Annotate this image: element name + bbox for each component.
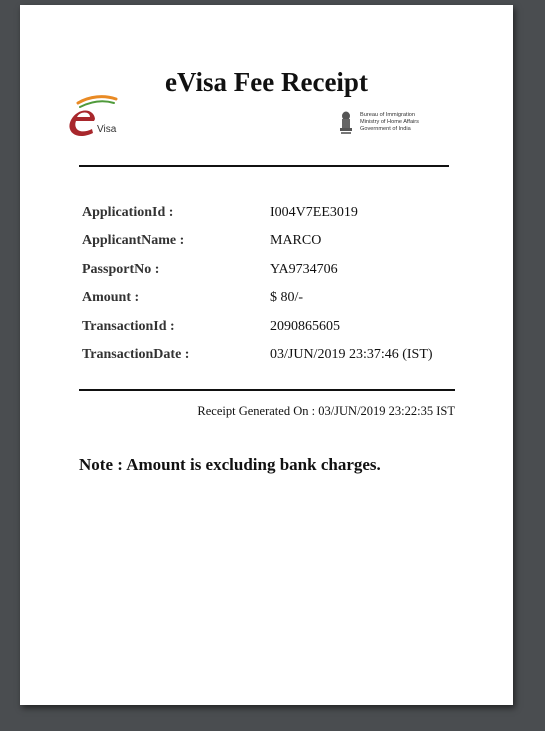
top-divider bbox=[79, 165, 449, 167]
detail-value: MARCO bbox=[270, 233, 322, 249]
detail-label: TransactionDate : bbox=[82, 346, 190, 362]
logo-line: Ministry of Home Affairs bbox=[360, 119, 419, 126]
logo-line: Government of India bbox=[360, 126, 411, 133]
detail-value: $ 80/- bbox=[270, 290, 304, 306]
bottom-divider bbox=[79, 389, 455, 391]
bureau-of-immigration-logo bbox=[338, 111, 438, 141]
detail-value: 03/JUN/2019 23:37:46 (IST) bbox=[270, 346, 433, 362]
detail-label: TransactionId : bbox=[82, 318, 175, 334]
detail-value: I004V7EE3019 bbox=[270, 205, 358, 220]
detail-label: Amount : bbox=[82, 290, 140, 306]
national-emblem-icon bbox=[338, 111, 354, 137]
logo-line: Bureau of Immigration bbox=[360, 112, 416, 118]
detail-value: 2090865605 bbox=[270, 318, 340, 334]
detail-label: ApplicationId : bbox=[82, 205, 174, 220]
evisa-logo bbox=[64, 93, 124, 141]
receipt-page bbox=[20, 5, 513, 705]
bureau-of-immigration-text bbox=[360, 112, 440, 134]
detail-label: PassportNo : bbox=[82, 261, 160, 277]
page-title: eVisa Fee Receipt bbox=[165, 67, 368, 97]
receipt-generated-on: Receipt Generated On : 03/JUN/2019 23:22:35 IST bbox=[197, 404, 455, 418]
detail-value: YA9734706 bbox=[270, 261, 338, 277]
detail-label: ApplicantName : bbox=[82, 233, 185, 249]
note-text: Note : Amount is excluding bank charges. bbox=[79, 455, 381, 474]
evisa-logo-text: Visa bbox=[97, 124, 117, 135]
